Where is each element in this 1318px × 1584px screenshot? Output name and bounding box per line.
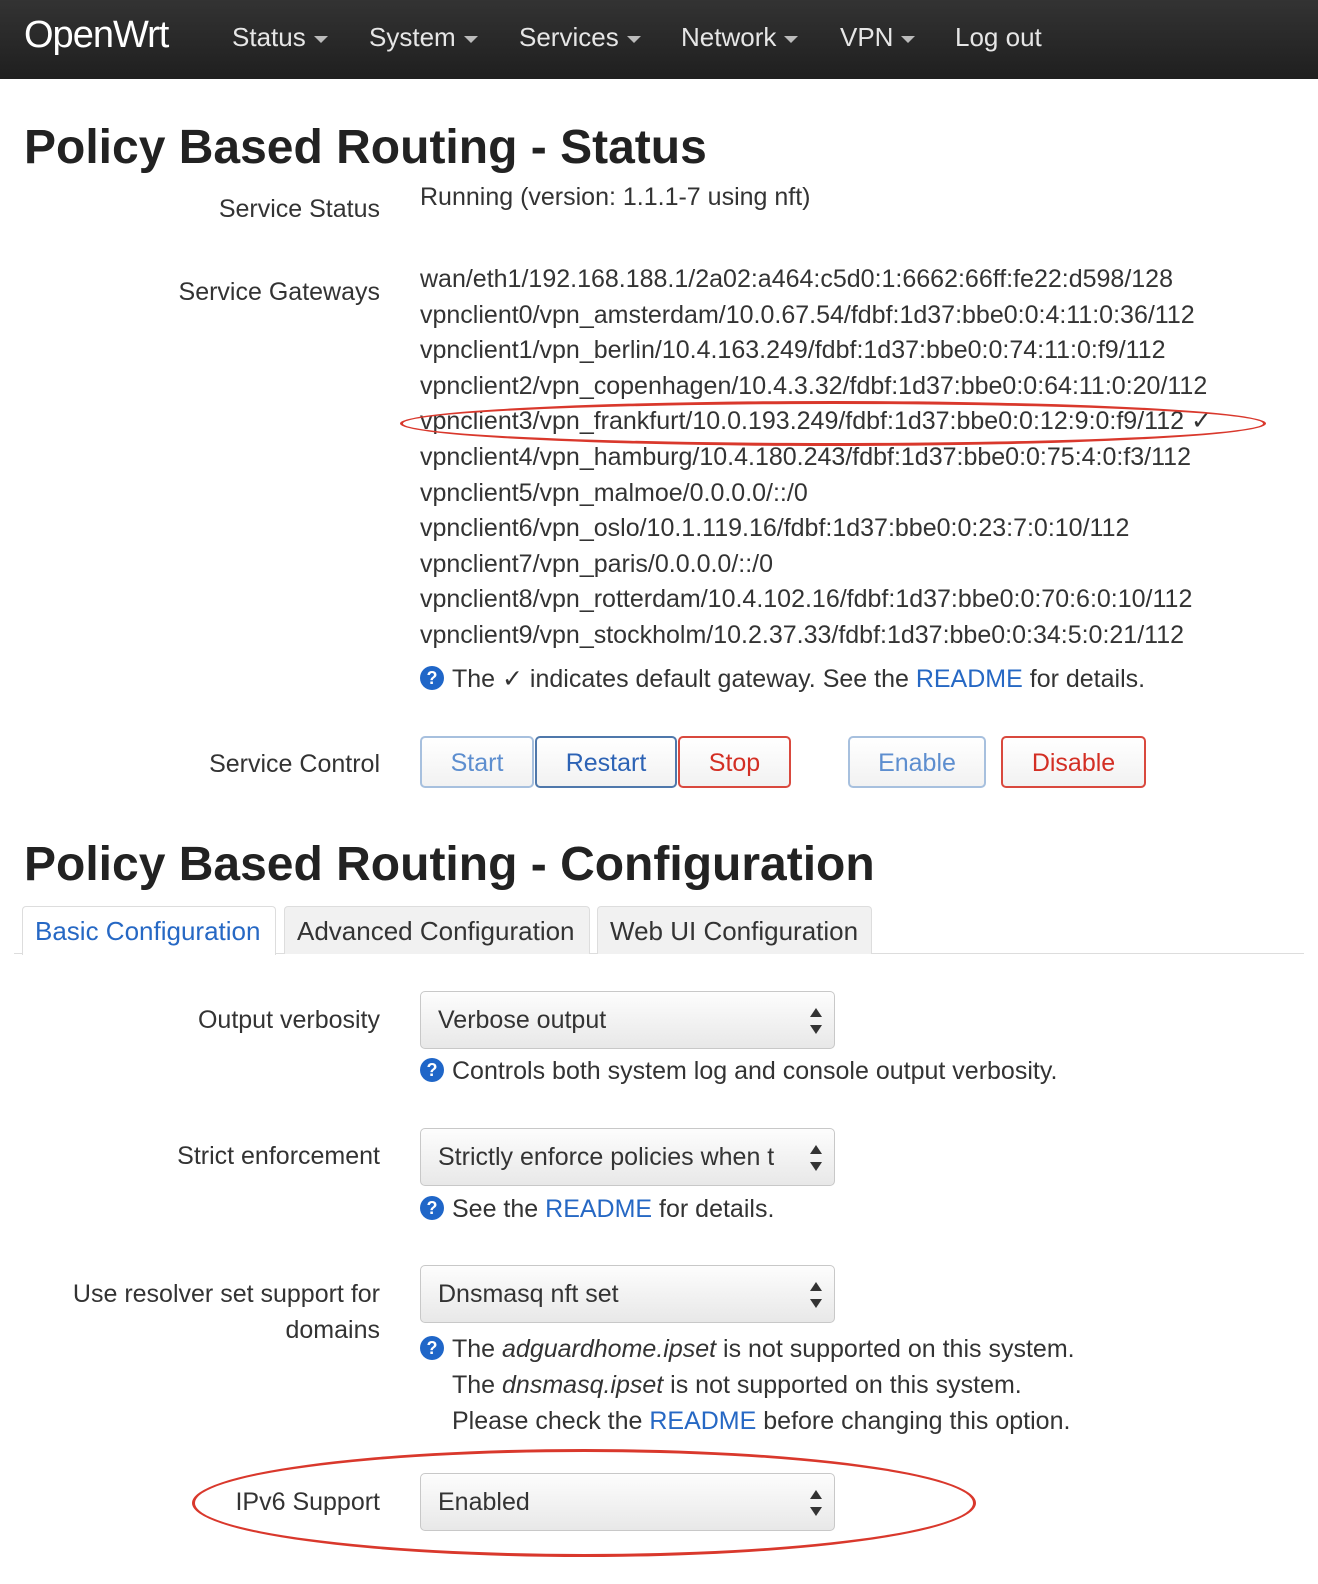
readme-link[interactable]: README (649, 1407, 757, 1435)
strict-help-post: for details. (652, 1195, 775, 1223)
disable-button[interactable]: Disable (1001, 736, 1146, 788)
chevron-down-icon (464, 36, 478, 43)
gateway-item: vpnclient2/vpn_copenhagen/10.4.3.32/fdbf:1d37:bbe0:0:64:11:0:20/112 (420, 371, 1208, 400)
start-button[interactable]: Start (420, 736, 534, 788)
output-verbosity-select[interactable] (420, 991, 835, 1049)
help-icon: ? (420, 666, 444, 690)
gateway-item: vpnclient7/vpn_paris/0.0.0.0/::/0 (420, 549, 774, 578)
nav-menu-network[interactable] (681, 22, 798, 53)
top-navbar (0, 0, 1318, 79)
strict-help-pre: See the (452, 1195, 546, 1223)
resolver-help-1-em: adguardhome.ipset (502, 1335, 717, 1363)
gateway-item: vpnclient0/vpn_amsterdam/10.0.67.54/fdbf:1d37:bbe0:0:4:11:0:36/112 (420, 300, 1195, 329)
nav-menu-system[interactable] (369, 22, 478, 53)
nav-menu-system-label: System (369, 22, 456, 52)
help-icon: ? (420, 1196, 444, 1220)
tab-advanced-configuration[interactable]: Advanced Configuration (284, 906, 590, 954)
strict-enforcement-select[interactable] (420, 1128, 835, 1186)
tab-basic-configuration[interactable]: Basic Configuration (22, 906, 276, 955)
nav-menu-network-label: Network (681, 22, 777, 52)
ipv6-support-label: IPv6 Support (235, 1488, 380, 1516)
service-status-value: Running (version: 1.1.1-7 using nft) (420, 183, 811, 211)
chevron-down-icon (627, 36, 641, 43)
service-control-label: Service Control (209, 750, 380, 778)
output-verbosity-label: Output verbosity (197, 1006, 380, 1034)
resolver-help-2-pre: The (452, 1371, 503, 1399)
output-verbosity-help (420, 1057, 1057, 1086)
service-gateways-label: Service Gateways (178, 278, 380, 306)
highlight-oval-ipv6 (192, 1449, 976, 1557)
service-status-label: Service Status (218, 195, 380, 223)
gateway-help-pre: The ✓ indicates default gateway. See the (452, 665, 916, 693)
gateway-item: vpnclient1/vpn_berlin/10.4.163.249/fdbf:1d37:bbe0:0:74:11:0:f9/112 (420, 336, 1166, 365)
resolver-set-help (420, 1331, 1075, 1439)
resolver-help-3-pre: Please check the (452, 1407, 650, 1435)
readme-link[interactable]: README (915, 665, 1023, 693)
chevron-down-icon (901, 36, 915, 43)
resolver-help-2-em: dnsmasq.ipset (502, 1371, 664, 1399)
enable-button[interactable]: Enable (848, 736, 986, 788)
gateway-item: wan/eth1/192.168.188.1/2a02:a464:c5d0:1:6662:66ff:fe22:d598/128 (420, 265, 1173, 293)
strict-enforcement-label: Strict enforcement (177, 1142, 380, 1170)
nav-menu-status[interactable] (232, 22, 328, 53)
tab-web-ui-configuration[interactable]: Web UI Configuration (597, 906, 872, 954)
nav-menu-services[interactable] (519, 22, 641, 53)
nav-menu-status-label: Status (232, 22, 306, 52)
help-icon: ? (420, 1336, 444, 1360)
highlight-oval-default-gateway (400, 401, 1266, 446)
resolver-help-line2 (420, 1367, 1075, 1403)
logout-link[interactable]: Log out (955, 22, 1042, 52)
select-arrows-icon (810, 1008, 822, 1034)
service-gateways-list (420, 262, 1212, 654)
gateway-item: vpnclient6/vpn_oslo/10.1.119.16/fdbf:1d37:bbe0:0:23:7:0:10/112 (420, 514, 1130, 543)
nav-menu-vpn-label: VPN (840, 22, 894, 52)
resolver-set-label-line1: Use resolver set support for (72, 1280, 380, 1308)
resolver-set-value: Dnsmasq nft set (438, 1280, 619, 1308)
chevron-down-icon (784, 36, 798, 43)
output-verbosity-help-text: Controls both system log and console output verbosity. (452, 1057, 1058, 1085)
resolver-set-select[interactable] (420, 1265, 835, 1323)
gateway-item: vpnclient9/vpn_stockholm/10.2.37.33/fdbf:1d37:bbe0:0:34:5:0:21/112 (420, 620, 1185, 649)
nav-menu-vpn[interactable] (840, 22, 915, 53)
brand-logo[interactable]: OpenWrt (24, 14, 169, 56)
gateway-item: vpnclient5/vpn_malmoe/0.0.0.0/::/0 (420, 478, 808, 507)
readme-link[interactable]: README (545, 1195, 653, 1223)
restart-button[interactable]: Restart (535, 736, 677, 788)
configuration-title: Policy Based Routing - Configuration (24, 838, 875, 891)
resolver-help-line1 (420, 1331, 1075, 1367)
gateway-item-default: vpnclient3/vpn_frankfurt/10.0.193.249/fdbf:1d37:bbe0:0:12:9:0:f9/112 ✓ (420, 407, 1212, 436)
strict-enforcement-value: Strictly enforce policies when t (438, 1143, 775, 1171)
gateway-item: vpnclient4/vpn_hamburg/10.4.180.243/fdbf:1d37:bbe0:0:75:4:0:f3/112 (420, 442, 1191, 471)
gateway-help-text (420, 664, 1145, 694)
resolver-help-line3 (420, 1403, 1075, 1439)
strict-enforcement-help (420, 1195, 774, 1224)
ipv6-support-value: Enabled (438, 1488, 530, 1516)
resolver-set-label-line2: domains (285, 1316, 380, 1344)
select-arrows-icon (810, 1145, 822, 1171)
gateway-help-post: for details. (1022, 665, 1146, 693)
gateway-item: vpnclient8/vpn_rotterdam/10.4.102.16/fdbf:1d37:bbe0:0:70:6:0:10/112 (420, 585, 1193, 614)
select-arrows-icon (810, 1282, 822, 1308)
resolver-help-1-post: is not supported on this system. (716, 1335, 1075, 1363)
chevron-down-icon (314, 36, 328, 43)
stop-button[interactable]: Stop (678, 736, 791, 788)
resolver-help-2-post: is not supported on this system. (663, 1371, 1022, 1399)
status-title: Policy Based Routing - Status (24, 121, 707, 174)
output-verbosity-value: Verbose output (438, 1006, 607, 1034)
nav-menu-services-label: Services (519, 22, 619, 52)
resolver-help-1-pre: The (452, 1335, 503, 1363)
help-icon: ? (420, 1058, 444, 1082)
resolver-help-3-post: before changing this option. (756, 1407, 1071, 1435)
